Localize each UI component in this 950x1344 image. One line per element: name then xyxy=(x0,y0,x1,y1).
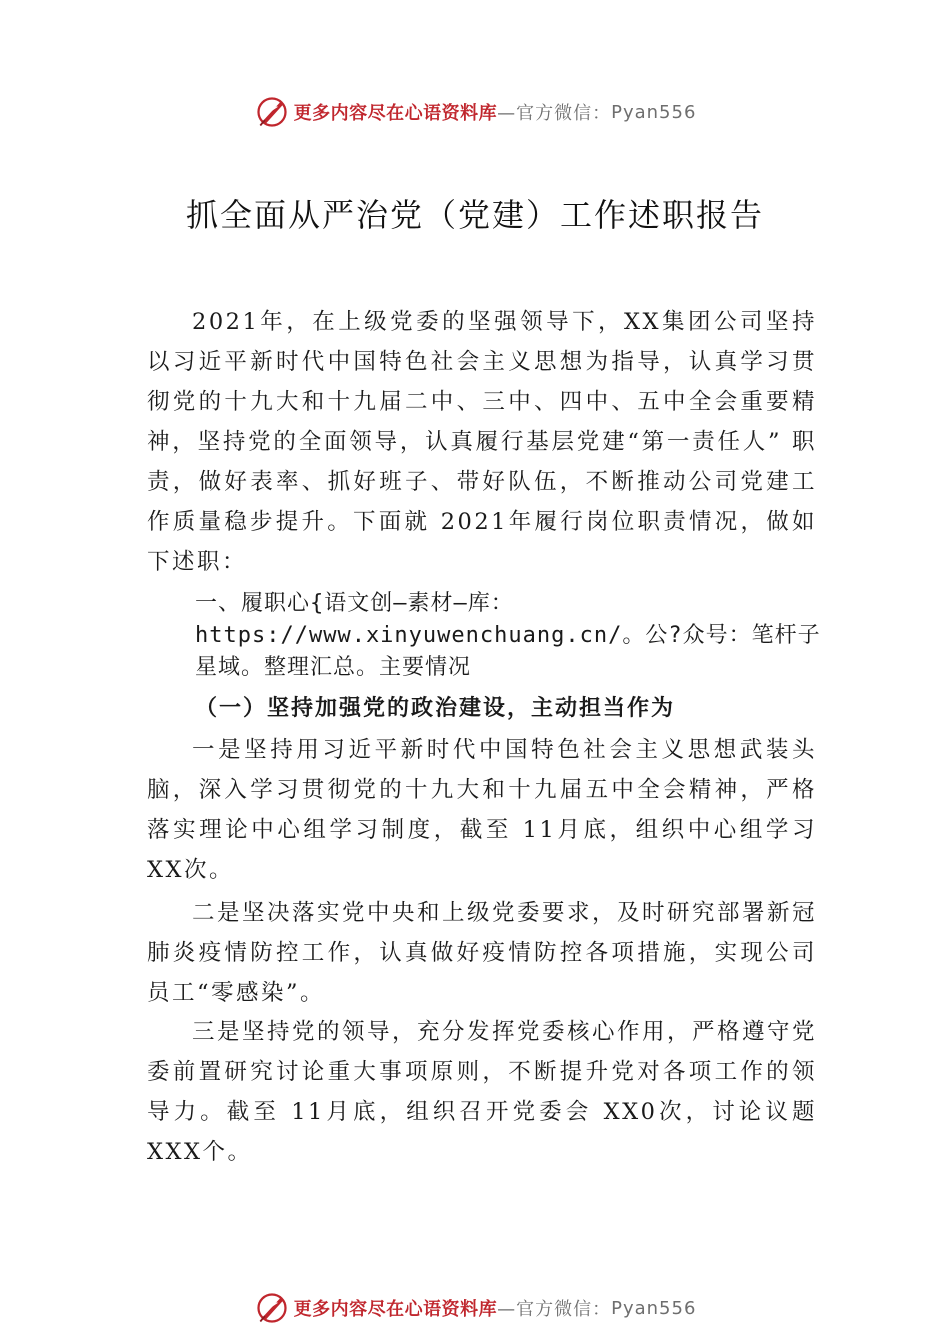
quill-pen-logo-icon xyxy=(254,1290,290,1326)
body-paragraph-2: 二是坚决落实党中央和上级党委要求，及时研究部署新冠肺炎疫情防控工作，认真做好疫情防控各项措施，实现公司员工“零感染”。 xyxy=(147,900,818,1006)
body-paragraph-3: 三是坚持党的领导，充分发挥党委核心作用，严格遵守党委前置研究讨论重大事项原则，不断提升党对各项工作的领导力。截至 11月底，组织召开党委会 XX0次，讨论议题XXX个。 xyxy=(147,1019,818,1165)
subsection-heading: （一）坚持加强党的政治建设，主动担当作为 xyxy=(195,695,676,721)
intro-paragraph: 2021年，在上级党委的坚强领导下，XX集团公司坚持以习近平新时代中国特色社会主义思想为指导，认真学习贯彻党的十九大和十九届二中、三中、四中、五中全会重要精神，坚持党的全面领导，认真履行基层党建“第一责任人” 职责，做好表率、抓好班子、带好队伍，不断推动公司党建工作质量稳步提升。下面就 2021年履行岗位职责情况，做如下述职： xyxy=(147,309,817,575)
watermark-brand: 更多内容尽在心语资料库 xyxy=(293,1299,498,1320)
header-watermark xyxy=(0,92,950,132)
document-title: 抓全面从严治党（党建）工作述职报告 xyxy=(185,196,764,234)
watermark-wechat-id: Pyan556 xyxy=(611,101,697,123)
footer-watermark xyxy=(0,1288,950,1328)
section-heading: 一、履职心{语文创—素材—库：https://www.xinyuwenchuang.cn/。公?众号：笔杆子星域。整理汇总。主要情况 xyxy=(195,591,821,680)
watermark-label: —官方微信： xyxy=(497,103,612,124)
watermark-label: —官方微信： xyxy=(497,1299,612,1320)
watermark-wechat-id: Pyan556 xyxy=(611,1297,697,1319)
quill-pen-logo-icon xyxy=(254,94,290,130)
body-paragraph-1: 一是坚持用习近平新时代中国特色社会主义思想武装头脑，深入学习贯彻党的十九大和十九届五中全会精神，严格落实理论中心组学习制度，截至 11月底，组织中心组学习XX次。 xyxy=(147,737,817,883)
watermark-brand: 更多内容尽在心语资料库 xyxy=(293,103,498,124)
